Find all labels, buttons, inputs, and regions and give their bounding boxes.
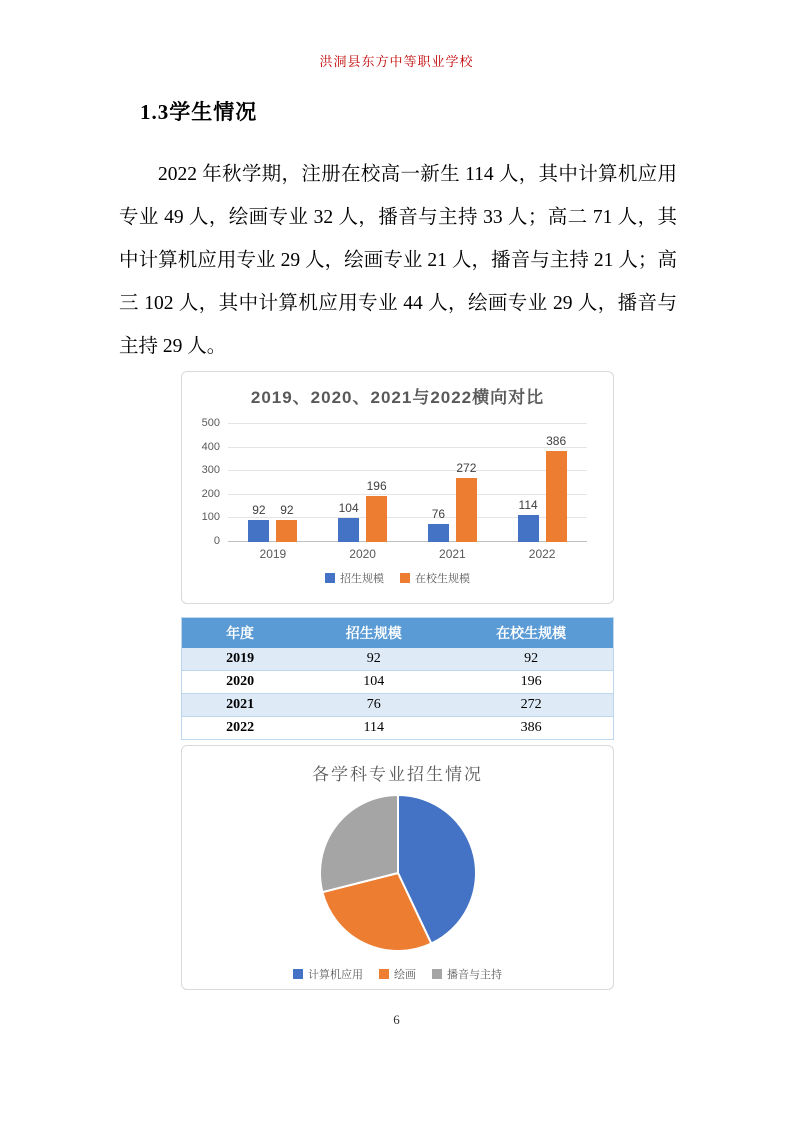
- x-axis-label: 2022: [528, 547, 556, 561]
- table-cell: 114: [298, 717, 449, 740]
- bar-column: [366, 479, 387, 542]
- enrollment-table: [181, 617, 614, 740]
- table-row: [182, 671, 614, 694]
- body-paragraph: 2022 年秋学期，注册在校高一新生 114 人，其中计算机应用专业 49 人，绘画专业 32 人，播音与主持 33 人；高二 71 人，其中计算机应用专业 29 人，绘画专业 21 人，播音与主持 21 人；高三 102 人，其中计算机应用专业 44 人，绘画专业 29 人，播音与主持 29 人。: [119, 164, 677, 357]
- legend-swatch: [325, 573, 335, 583]
- enrollment-table-body: [182, 648, 614, 740]
- bar-value-label: 92: [252, 503, 266, 518]
- bar-group-2022: [518, 434, 567, 542]
- table-cell: 2021: [182, 694, 299, 717]
- bar-column: [428, 507, 449, 542]
- bar-plot: [201, 417, 587, 547]
- bar-column: [276, 503, 297, 542]
- bar-招生规模: [518, 515, 539, 542]
- bar-在校生规模: [276, 520, 297, 542]
- table-cell: 104: [298, 671, 449, 694]
- legend-item: [432, 966, 502, 982]
- table-row: [182, 648, 614, 671]
- pie-svg: [314, 789, 482, 957]
- bar-招生规模: [428, 524, 449, 542]
- table-cell: 272: [449, 694, 613, 717]
- bar-column: [518, 498, 539, 542]
- table-header-cell: 在校生规模: [449, 618, 613, 649]
- bar-招生规模: [248, 520, 269, 542]
- bar-group-2020: [338, 479, 387, 542]
- legend-label: 招生规模: [340, 573, 384, 585]
- bar-chart-title: 2019、2020、2021与2022横向对比: [250, 388, 545, 407]
- legend-item: [379, 966, 416, 982]
- x-axis-label: 2019: [259, 547, 287, 561]
- bar-group-2019: [248, 503, 297, 542]
- legend-swatch: [379, 969, 389, 979]
- bar-groups: [228, 424, 587, 542]
- bar-column: [456, 461, 477, 542]
- table-cell: 76: [298, 694, 449, 717]
- legend-label: 在校生规模: [415, 573, 470, 585]
- bar-x-axis-labels: [228, 547, 587, 561]
- bar-chart-card: [181, 371, 614, 604]
- legend-item: [400, 570, 470, 586]
- table-cell: 386: [449, 717, 613, 740]
- table-row: [182, 717, 614, 740]
- bar-value-label: 76: [431, 507, 446, 522]
- y-axis-tick: 300: [201, 464, 220, 477]
- legend-item: [293, 966, 363, 982]
- bar-在校生规模: [366, 496, 387, 542]
- bar-value-label: 272: [456, 460, 477, 475]
- bar-group-2021: [428, 461, 477, 542]
- legend-label: 绘画: [394, 969, 416, 981]
- table-cell: 2022: [182, 717, 299, 740]
- legend-item: [325, 570, 384, 586]
- bar-value-label: 92: [280, 503, 294, 518]
- y-axis-tick: 500: [201, 417, 220, 429]
- table-cell: 2020: [182, 671, 299, 694]
- bar-value-label: 386: [546, 433, 567, 448]
- table-cell: 2019: [182, 648, 299, 671]
- bar-value-label: 196: [366, 478, 387, 493]
- pie-legend: [182, 966, 613, 982]
- section-heading: 1.3学生情况: [140, 100, 258, 124]
- legend-swatch: [432, 969, 442, 979]
- table-row: [182, 694, 614, 717]
- table-header-cell: 年度: [182, 618, 299, 649]
- x-axis-label: 2021: [439, 547, 466, 561]
- bar-column: [248, 503, 269, 542]
- bar-column: [546, 434, 567, 542]
- bar-招生规模: [338, 518, 359, 543]
- legend-swatch: [293, 969, 303, 979]
- y-axis-tick: 200: [201, 487, 220, 500]
- table-header-row: [182, 618, 614, 649]
- table-cell: 196: [449, 671, 613, 694]
- bar-column: [338, 501, 359, 543]
- pie-chart-title: 各学科专业招生情况: [312, 765, 483, 784]
- bar-在校生规模: [456, 478, 477, 542]
- table-cell: 92: [298, 648, 449, 671]
- page-number: 6: [393, 1012, 400, 1027]
- y-axis-tick: 0: [213, 535, 220, 547]
- legend-label: 计算机应用: [308, 969, 363, 981]
- table-cell: 92: [449, 648, 613, 671]
- bar-value-label: 114: [518, 498, 538, 513]
- legend-swatch: [400, 573, 410, 583]
- legend-label: 播音与主持: [447, 969, 502, 981]
- enrollment-table-head: [182, 618, 614, 649]
- x-axis-label: 2020: [349, 547, 376, 561]
- table-header-cell: 招生规模: [298, 618, 449, 649]
- bar-在校生规模: [546, 451, 567, 542]
- bar-legend: [182, 570, 613, 586]
- pie-chart-card: [181, 745, 614, 990]
- y-axis-tick: 100: [201, 511, 220, 524]
- document-header: 洪洞县东方中等职业学校: [319, 54, 474, 69]
- y-axis-tick: 400: [201, 440, 220, 453]
- bar-value-label: 104: [338, 500, 359, 515]
